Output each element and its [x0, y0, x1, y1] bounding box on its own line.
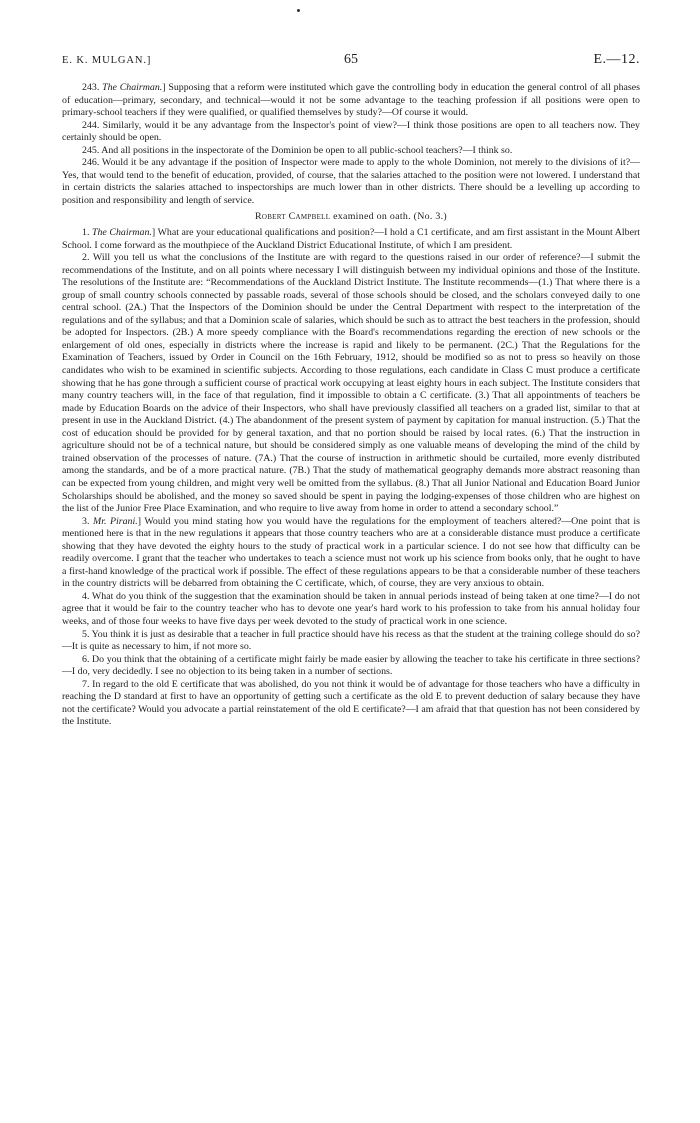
- question-1: [62, 227, 640, 252]
- question-6: 6. Do you think that the obtaining of a certificate might fairly be made easier by allowing the teacher to take his certificate in three sections?—I do, very decidedly. I see no objection to its being taken in a number of sections.: [62, 653, 640, 678]
- question-4: 4. What do you think of the suggestion that the examination should be taken in annual periods instead of being taken at one time?—I do not agree that it would be fair to the country teacher who has to devote one year's hard work to his profession to take from his annual holiday four weeks, and of those four weeks to have five days per week devoted to the study of practical work in one science.: [62, 590, 640, 627]
- witness-heading-rest: examined on oath. (No. 3.): [333, 211, 448, 223]
- question-number: 1.: [82, 227, 90, 239]
- question-text: ] Would you mind stating how you would have the regulations for the employment of teachers altered?—One point that is mentioned here is that in the new regulations it appears that those country teachers who are at a considerable distance must produce a certificate showing that they have devoted the eighty hours to the study of practical work in a particular science. I do not see how that difficulty can be readily overcome. I grant that the teacher who undertakes to teach a science must not work up his science from books only, that he ought to have a first-hand knowledge of the practical work if possible. The effect of these regulations appears to be that a considerable number of these teachers in the country districts will be debarred from obtaining the C certificate, which, of course, they are very anxious to obtain.: [62, 515, 640, 590]
- witness-heading: [62, 211, 640, 224]
- question-7: 7. In regard to the old E certificate that was abolished, do you not think it would be of advantage for those teachers who have a difficulty in reaching the D standard at first to have an opportunity of getting such a certificate as the old E to prevent deduction of salary because they have not the certificate? Would you advocate a partial reinstatement of the old E certificate?—I am afraid that that question has not been considered by the Institute.: [62, 678, 640, 728]
- question-text: ] Supposing that a reform were instituted which gave the controlling body in education the general control of all phases of education—primary, secondary, and technical—would it not be some advantage to the teaching profession if all positions were open to primary-school teachers if they were qualified, or qualified themselves by study?—Of course it would.: [62, 82, 640, 119]
- question-243: [62, 82, 640, 120]
- question-245: 245. And all positions in the inspectorate of the Dominion be open to all public-school teachers?—I think so.: [82, 144, 513, 156]
- page-header: [62, 52, 640, 68]
- parliamentary-paper-ref: E.—12.: [593, 52, 640, 67]
- speaker-name: The Chairman.: [102, 82, 163, 93]
- question-3: [62, 516, 640, 591]
- question-number: 3.: [82, 515, 90, 527]
- page-number: 65: [344, 52, 358, 67]
- speaker-name: The Chairman.: [91, 227, 152, 239]
- document-page: [62, 52, 640, 729]
- question-5: 5. You think it is just as desirable that a teacher in full practice should have his recess as that the student at the training college should do so?—It is quite as necessary to him, if not more so.: [62, 628, 640, 653]
- question-number: 243.: [82, 82, 100, 93]
- question-2: 2. Will you tell us what the conclusions of the Institute are with regard to the questions raised in our order of reference?—I submit the recommendations of the Institute, and on all points where necessary I will distinguish between my individual opinions and those of the Institute. The resolutions of the Institute are: “Recommendations of the Auckland District Institute. The Institute recommends—(1.) That where there is a group of small country schools connected by passable roads, several of those schools should be closed, and the scholars conveyed daily to one central school. (2A.) That the Inspectors of the Dominion should be under the Central Department with respect to the interpretation of the regulations and of the syllabus; and that a Dominion scale of salaries, which should be such as to attract the best teachers in the profession, should be adopted for Inspectors. (2B.) A more speedy compliance with the Board's recommendations regarding the erection of new schools or the enlargement of old ones, especially in districts where the increase is rapid and likely to be permanent. (2C.) That the Regulations for the Examination of Teachers, issued by Order in Council on the 16th February, 1912, should be modified so as not to press so heavily on those candidates who wish to be examined in scientific subjects. According to those regulations, each candidate in Class C must produce a certificate showing that he has gone through a sufficient course of practical work occupying at least eighty hours in each subject. The Institute considers that many country teachers will, in the face of that regulation, find it impossible to obtain a C certificate. (3.) That all appointments of teachers be made by Education Boards on the advice of their Inspectors, who shall have previously classified all teachers on a graded list, similar to that at present in use in the Auckland District. (4.) The abandonment of the present system of payment by capitation for manual instruction. (5.) That the cost of education should be provided for by general taxation, and that no portion should be raised by local rates. (6.) That the instruction in agriculture should not be of a technical nature, but should be considered simply as one valuable means of developing the mind of the child by trained observation of the processes of nature. (7A.) That the course of instruction in arithmetic should be curtailed, more evenly distributed among the standards, and be of a more practical nature. (7B.) That the study of mathematical geography demands more abstract reasoning than can be expected from young children, and might very well be omitted from the syllabus. (8.) That all Junior National and Education Board Junior Scholarships should be abolished, and the money so saved should be spent in paying the lodging-expenses of those children who are highest on the list of the Junior Free Place Examination, and who require to live away from home in order to attend a secondary school.”: [62, 252, 640, 515]
- speaker-name: Mr. Pirani.: [92, 515, 138, 527]
- question-text: ] What are your educational qualifications and position?—I hold a C1 certificate, and am first assistant in the Mount Albert School. I come forward as the mouthpiece of the Auckland District Educational Institute, of which I am president.: [62, 227, 640, 251]
- witness-running-head: E. K. MULGAN.]: [62, 55, 152, 66]
- witness-name: Robert Campbell: [254, 211, 331, 223]
- question-244: 244. Similarly, would it be any advantage from the Inspector's point of view?—I think those positions are open to all teachers now. They certainly should be open.: [62, 119, 640, 144]
- print-speck: [297, 9, 300, 12]
- evidence-body: [62, 82, 640, 729]
- question-246: 246. Would it be any advantage if the position of Inspector were made to apply to the whole Dominion, not merely to the divisions of it?—Yes, that would tend to the benefit of education, provided, of course, that the salaries attached to the position were not lowered. I understand that in certain districts the salaries attached to inspectorships are much lower than in other districts. There should be a levelling up according to position and responsibility and length of service.: [62, 157, 640, 206]
